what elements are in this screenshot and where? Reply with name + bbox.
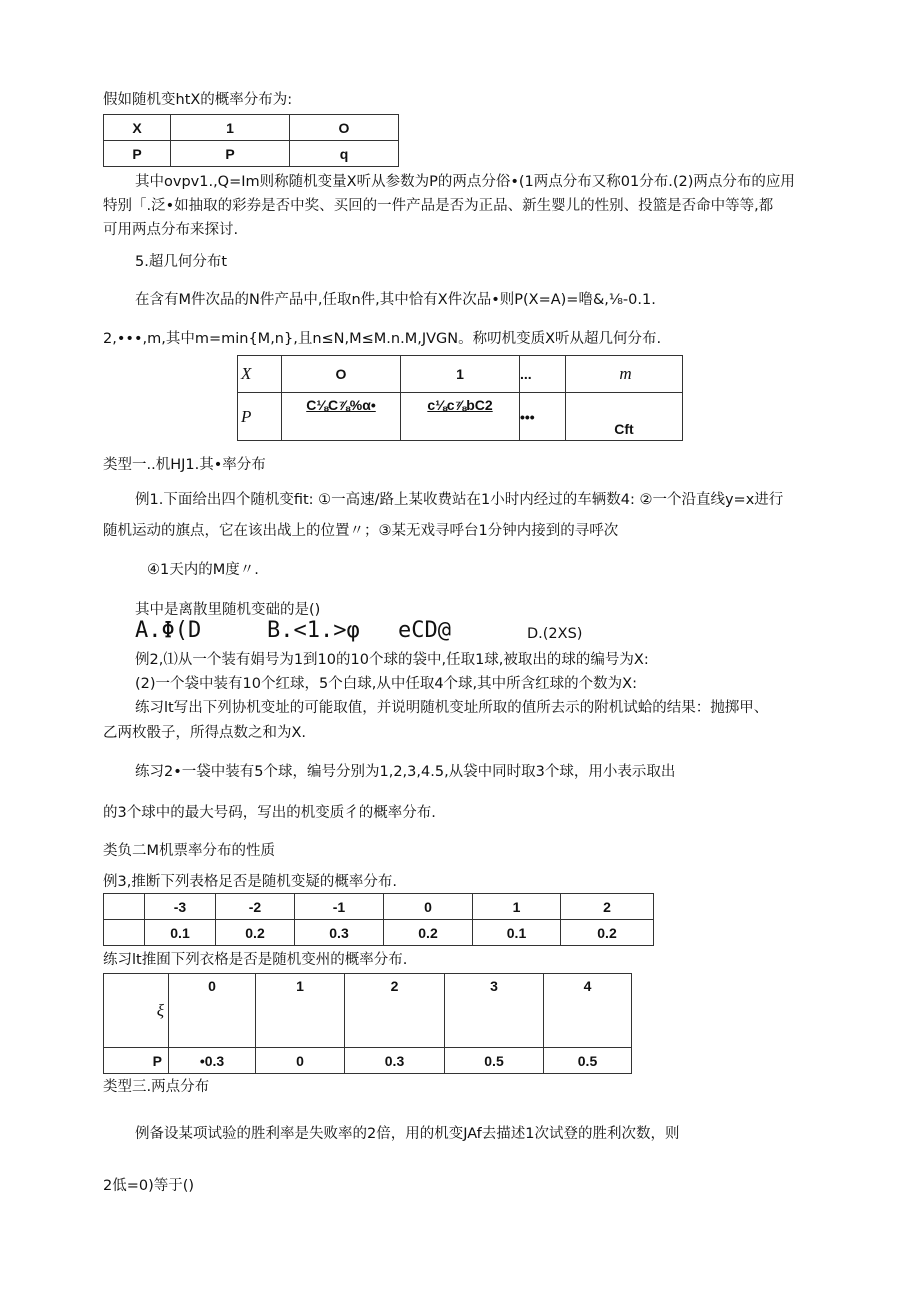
cell: 0.2 (384, 920, 473, 946)
section-heading: 类型三.两点分布 (103, 1079, 210, 1095)
section-heading: 5.超几何分布t (135, 254, 228, 270)
section-heading: 类型一..机HJ1.其•率分布 (103, 457, 266, 473)
cell: -1 (295, 894, 384, 920)
two-point-table (103, 114, 399, 167)
cell: X (238, 356, 282, 393)
cell: m (566, 356, 683, 393)
cell: •0.3 (169, 1048, 256, 1074)
cell: 0.5 (445, 1048, 544, 1074)
para-line: 例2,⑴从一个装有娟号为1到10的10个球的袋中,任取1球,被取出的球的编号为X: (135, 652, 649, 668)
para-line: 练习lt推囿下列衣格是否是随机变州的概率分布. (103, 952, 408, 968)
cell: ... (520, 356, 566, 393)
cell: 0.1 (145, 920, 216, 946)
cell: ξ (104, 974, 169, 1048)
cell: 1 (401, 356, 520, 393)
option-b: B.<1.>φ (267, 618, 360, 643)
cell: 4 (544, 974, 632, 1048)
cell: 0.2 (561, 920, 654, 946)
cell: P (104, 1048, 169, 1074)
para-line: 练习lt写出下列协机变址的可能取值，并说明随机变址所取的值所去示的附机试蛤的结果：抛掷甲、 (135, 700, 769, 716)
cell: O (282, 356, 401, 393)
cell: P (171, 141, 290, 167)
para-line: 在含有M件次品的N件产品中,任取n件,其中恰有X件次品•则P(X=A)=噜&,⅛-0.1. (135, 292, 656, 308)
cell: Cft (566, 393, 683, 441)
para-line: 的3个球中的最大号码，写出的机变质彳的概率分布. (103, 805, 436, 821)
cell: 0.3 (345, 1048, 445, 1074)
para-line: 特别「.泛•如抽取的彩券是否中奖、买回的一件产品是否为正品、新生婴儿的性别、投篮是否命中等等,都 (103, 198, 774, 214)
option-d: D.(2XS) (527, 626, 583, 642)
cell (104, 894, 145, 920)
cell: C⅛C⅞%α• (282, 393, 401, 441)
cell: -2 (216, 894, 295, 920)
cell (104, 920, 145, 946)
para-line: 例1.下面给出四个随机变fit: ①一高速/路上某收费站在1小时内经过的车辆数4: ②一个沿直线y=x进行 (135, 492, 784, 508)
cell: 0.1 (473, 920, 561, 946)
cell: 0 (384, 894, 473, 920)
cell: 2 (561, 894, 654, 920)
para-line: 随机运动的旗点，它在该出战上的位置〃；③某无戏寻呼台1分钟内接到的寻呼次 (103, 523, 619, 539)
section-heading: 类负二M机票率分布的性质 (103, 843, 276, 859)
para-line: 可用两点分布来探讨. (103, 222, 239, 238)
para-line: 乙两枚骰子，所得点数之和为X. (103, 725, 307, 741)
cell: X (104, 115, 171, 141)
cell: ••• (520, 393, 566, 441)
para-line: 2低=0)等于() (103, 1178, 195, 1194)
cell: 3 (445, 974, 544, 1048)
cell: 0 (256, 1048, 345, 1074)
cell: O (290, 115, 399, 141)
intro-text: 假如随机变htX的概率分布为: (103, 92, 293, 108)
cell: P (104, 141, 171, 167)
para-line: 其中ovpv1.,Q=Im则称随机变量X听从参数为P的两点分俗•(1两点分布又称01分布.(2)两点分布的应用 (135, 174, 795, 190)
cell: 1 (171, 115, 290, 141)
para-line: 练习2•一袋中装有5个球，编号分别为1,2,3,4.5,从袋中同时取3个球，用小表示取出 (135, 764, 676, 780)
cell: 0 (169, 974, 256, 1048)
cell: 2 (345, 974, 445, 1048)
question-text: 其中是离散里随机变础的是() (135, 602, 321, 618)
cell: -3 (145, 894, 216, 920)
cell: 1 (473, 894, 561, 920)
cell: 0.3 (295, 920, 384, 946)
option-c: eCD@ (398, 618, 451, 643)
para-line: 例备设某项试验的胜利率是失败率的2倍，用的机变JAf去描述1次试登的胜利次数，则 (135, 1126, 680, 1142)
para-line: ④1天内的M度〃. (147, 562, 259, 578)
cell: 0.2 (216, 920, 295, 946)
cell: 0.5 (544, 1048, 632, 1074)
cell: 1 (256, 974, 345, 1048)
para-line: (2)一个袋中装有10个红球，5个白球,从中任取4个球,其中所含红球的个数为X: (135, 676, 637, 692)
para-line: 2,•••,m,其中m=min{M,n},且n≤N,M≤M.n.M,JVGN。称叨机变质X听从超几何分布. (103, 331, 662, 347)
option-a: A.Φ(D (135, 618, 202, 643)
cell: c⅛c⅞bC2 (401, 393, 520, 441)
para-line: 例3,推断下列表格足否是随机变疑的概率分布. (103, 874, 397, 890)
hypergeometric-table (237, 355, 683, 441)
cell: P (238, 393, 282, 441)
practice-table (103, 973, 632, 1074)
cell: q (290, 141, 399, 167)
example3-table (103, 893, 654, 946)
